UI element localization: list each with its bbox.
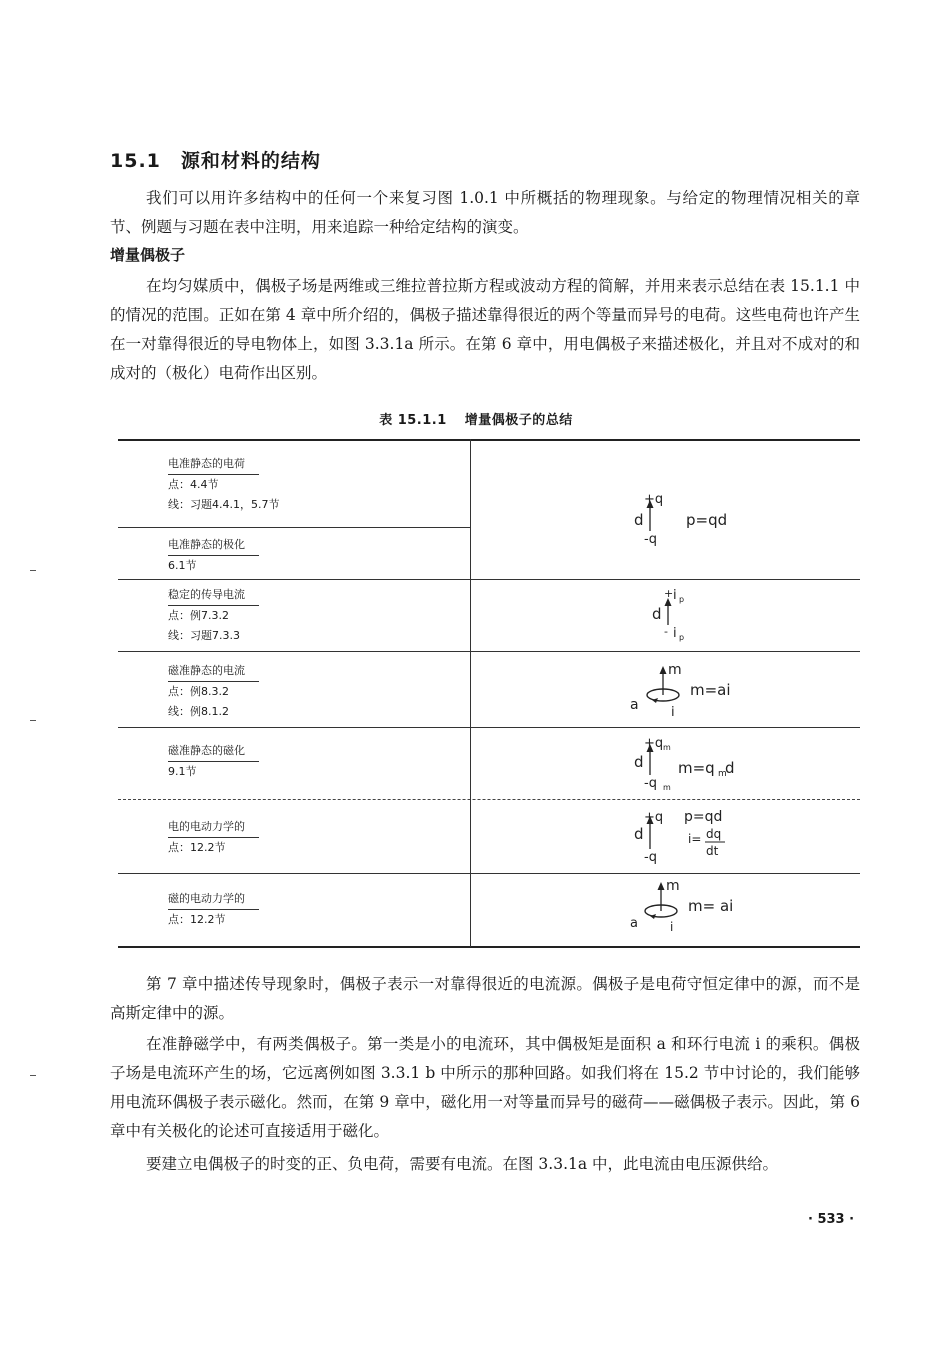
magnetization-formula: m=q — [678, 759, 715, 777]
table-top-rule — [118, 439, 860, 441]
electrodynamic-dipole-figure — [628, 805, 778, 869]
cell-title: 稳定的传导电流 — [168, 585, 259, 606]
source-current-label: i — [673, 588, 677, 603]
cell-line: 点：12.2节 — [168, 913, 226, 926]
negative-magnetic-charge-label: -q — [644, 776, 657, 791]
table-cell-steady-current — [168, 585, 259, 646]
table-bottom-rule — [118, 946, 860, 948]
cell-title: 磁准静态的磁化 — [168, 741, 259, 762]
table-cell-mqs-current — [168, 661, 259, 722]
table-title: 增量偶极子的总结 — [464, 413, 573, 428]
row-divider — [118, 527, 470, 528]
minus-sign: - — [664, 625, 668, 638]
magnetization-formula-tail: d — [725, 759, 735, 777]
magnetization-formula-subscript: m — [718, 769, 727, 779]
row-divider — [118, 727, 860, 728]
final-paragraph: 要建立电偶极子的时变的正、负电荷，需要有电流。在图 3.3.1a 中，此电流由电压源供给。 — [146, 1155, 779, 1173]
intro-paragraph: 我们可以用许多结构中的任何一个来复习图 1.0.1 中所概括的物理现象。与给定的物理情况相关的章节、例题与习题在表中注明，用来追踪一种给定结构的演变。 — [110, 189, 860, 236]
loop-current-label: i — [671, 705, 675, 720]
column-divider — [470, 439, 471, 947]
negative-magnetic-charge-subscript: m — [663, 783, 671, 792]
row-divider — [118, 873, 860, 874]
magnetic-charge-dipole-figure — [628, 735, 768, 795]
table-cell-eqs-charge — [168, 454, 279, 515]
current-formula-lhs: i= — [688, 832, 702, 846]
positive-magnetic-charge-label: +q — [644, 736, 664, 751]
sink-current-subscript: p — [679, 633, 685, 642]
charge-dipole-figure — [628, 491, 768, 547]
cell-title: 电准静态的极化 — [168, 535, 259, 556]
table-number: 表 15.1.1 — [379, 413, 447, 428]
table-cell-magnetodynamic — [168, 889, 259, 930]
cell-title: 磁的电动力学的 — [168, 889, 259, 910]
page-number: · 533 · — [808, 1212, 855, 1227]
loop-current-label: i — [670, 920, 674, 934]
current-formula-numerator: dq — [706, 827, 722, 841]
dipole-length-label: d — [634, 825, 644, 843]
cell-title: 磁准静态的电流 — [168, 661, 259, 682]
dipole-moment-formula: p=qd — [684, 809, 723, 825]
cell-line: 点：例8.3.2 — [168, 685, 229, 698]
dipole-length-label: d — [634, 511, 644, 529]
cell-line: 点：12.2节 — [168, 841, 226, 854]
dipole-length-label: d — [634, 753, 644, 771]
negative-charge-label: -q — [644, 850, 657, 865]
row-divider — [118, 651, 860, 652]
section-title: 源和材料的结构 — [180, 150, 321, 172]
source-current-subscript: p — [679, 595, 685, 604]
magnetic-moment-formula: m= ai — [688, 897, 734, 915]
magnetic-moment-formula: m=ai — [690, 681, 731, 699]
table-cell-mqs-magnetization — [168, 741, 259, 782]
current-formula-denominator: dt — [706, 844, 719, 858]
cell-line: 点：4.4节 — [168, 478, 219, 491]
table-cell-eqs-polarization — [168, 535, 259, 576]
scan-mark — [30, 720, 36, 721]
sink-current-label: i — [673, 626, 677, 641]
table-caption — [0, 409, 952, 428]
conduction-paragraph: 第 7 章中描述传导现象时，偶极子表示一对靠得很近的电流源。偶极子是电荷守恒定律中的源，而不是高斯定律中的源。 — [110, 975, 860, 1022]
scan-mark — [30, 570, 36, 571]
loop-area-label: a — [630, 916, 638, 931]
cell-line: 9.1节 — [168, 765, 197, 778]
cell-line: 线：习题7.3.3 — [168, 629, 240, 642]
dipole-summary-table — [118, 439, 860, 949]
dipole-moment-formula: p=qd — [686, 511, 728, 529]
section-number: 15.1 — [110, 150, 161, 172]
dipole-length-label: d — [652, 605, 662, 623]
cell-title: 电的电动力学的 — [168, 817, 259, 838]
plus-sign: + — [664, 587, 674, 600]
scan-mark — [30, 1075, 36, 1076]
row-divider — [118, 579, 860, 580]
magnetic-dipole-paragraph: 在准静磁学中，有两类偶极子。第一类是小的电流环，其中偶极矩是面积 a 和环行电流 i 的乘积。偶极子场是电流环产生的场，它远离例如图 3.3.1 b 中所示的那种回路。如我们将在 15.2 节中讨论的，我们能够用电流环偶极子表示磁化。然而，在第 9 章中，磁化用一对等量而异号的磁荷——磁偶极子表示。因此，第 6 章中有关极化的论述可直接适用于磁化。 — [110, 1035, 860, 1140]
table-cell-electrodynamic — [168, 817, 259, 858]
cell-line: 6.1节 — [168, 559, 197, 572]
positive-magnetic-charge-subscript: m — [663, 743, 671, 752]
subheading: 增量偶极子 — [110, 246, 186, 264]
magnetic-moment-label: m — [668, 662, 682, 678]
magnetic-dipole-loop-figure — [626, 879, 766, 939]
row-divider — [118, 799, 860, 800]
dipole-paragraph: 在均匀媒质中，偶极子场是两维或三维拉普拉斯方程或波动方程的简解，并用来表示总结在表 15.1.1 中的情况的范围。正如在第 4 章中所介绍的，偶极子描述靠得很近的两个等量而异号的电荷。这些电荷也许产生在一对靠得很近的导电物体上，如图 3.3.1a 所示。在第 6 章中，用电偶极子来描述极化，并且对不成对的和成对的（极化）电荷作出区别。 — [110, 277, 860, 382]
loop-area-label: a — [630, 697, 639, 713]
cell-line: 线：例8.1.2 — [168, 705, 229, 718]
current-loop-figure — [628, 661, 768, 721]
positive-charge-label: +q — [644, 492, 664, 507]
negative-charge-label: -q — [644, 532, 657, 547]
cell-title: 电准静态的电荷 — [168, 454, 259, 475]
cell-line: 点：例7.3.2 — [168, 609, 229, 622]
section-heading — [110, 146, 321, 173]
magnetic-moment-label: m — [666, 878, 680, 894]
cell-line: 线：习题4.4.1，5.7节 — [168, 498, 280, 511]
positive-charge-label: +q — [644, 810, 664, 825]
current-dipole-figure — [646, 587, 726, 643]
